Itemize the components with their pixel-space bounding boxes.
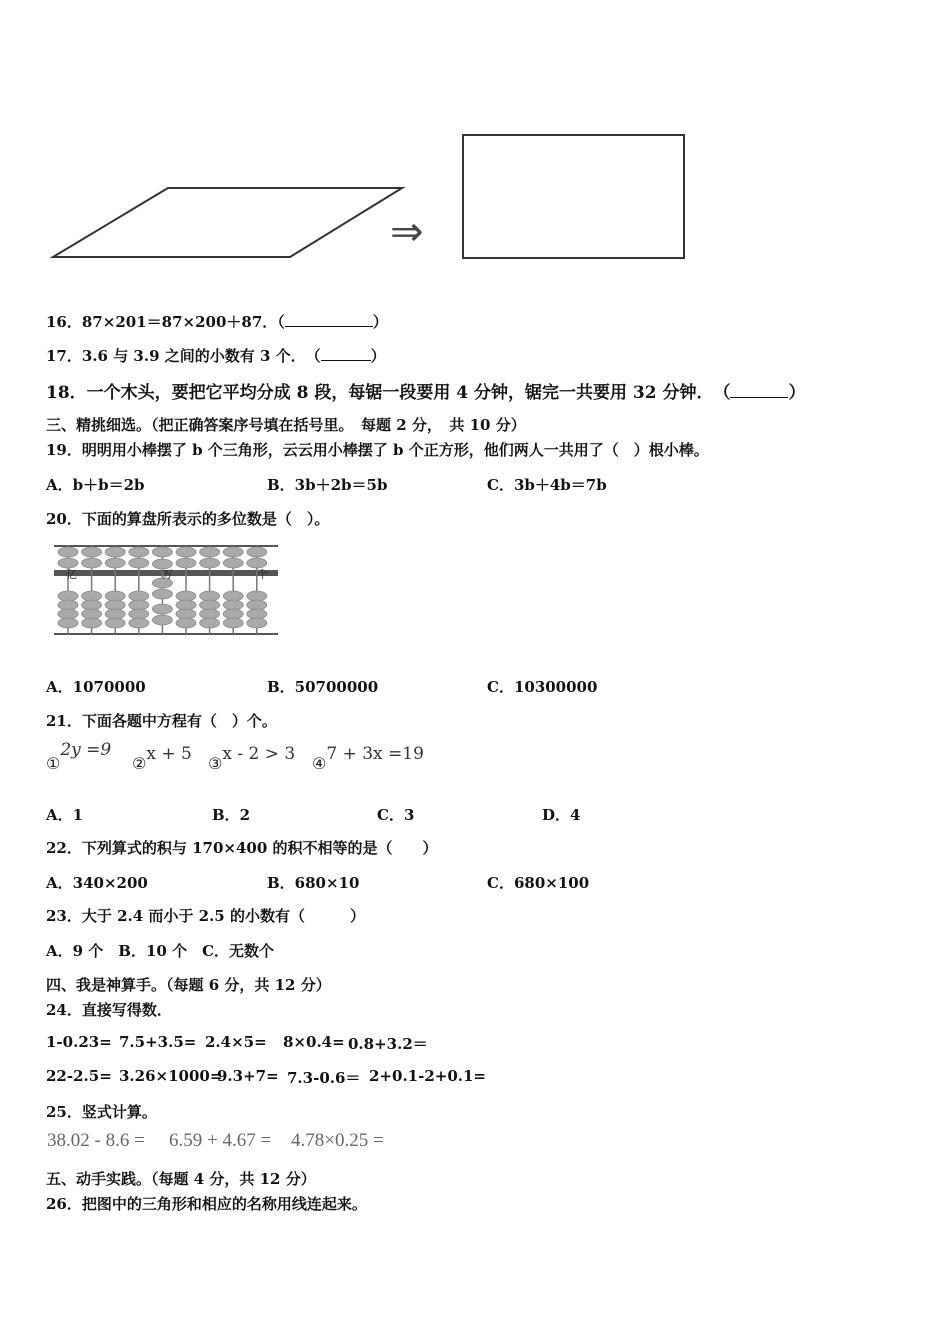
abacus-bead [105,591,125,601]
abacus-bead [223,618,243,628]
expression: x - 2 > 3 [222,744,296,764]
q20-option-b[interactable]: B．50700000 [267,678,379,696]
abacus-bead [82,558,102,568]
calc-item: 1-0.23= [46,1033,112,1051]
q19-option-b[interactable]: B．3b＋2b＝5b [267,476,388,494]
section-3-title: 三、精挑细选。（把正确答案序号填在括号里。 每题 2 分， 共 10 分） [46,416,526,434]
calc-item: 3.26×1000= [119,1067,223,1085]
question-22: 22．下列算式的积与 170×400 的积不相等的是（ ） [46,839,438,857]
q19-option-c[interactable]: C．3b＋4b＝7b [487,476,607,494]
abacus-bead [58,547,78,557]
abacus-bead [129,547,149,557]
calc-item: 9.3+7= [217,1067,279,1085]
calc-item: 7.5+3.5= [119,1033,197,1051]
q17-text: 17．3.6 与 3.9 之间的小数有 3 个． （ [46,347,321,365]
vertical-calc-3: 4.78×0.25 = [291,1130,384,1151]
q21-option-c[interactable]: C．3 [377,806,415,824]
abacus-bead [223,558,243,568]
calc-item: 22-2.5= [46,1067,112,1085]
question-17: 17．3.6 与 3.9 之间的小数有 3 个． （ ） [46,347,386,365]
question-23: 23．大于 2.4 而小于 2.5 的小数有（ ） [46,907,365,925]
abacus-bead [247,547,267,557]
abacus-bead [223,600,243,610]
abacus-bead [152,604,172,614]
calc-item: 7.3-0.6＝ [287,1069,361,1087]
q18-text: 18．一个木头，要把它平均分成 8 段，每锯一段要用 4 分钟，锯完一共要用 32 分钟． （ [46,383,731,403]
abacus-figure [52,543,280,637]
abacus-bead [247,600,267,610]
question-21: 21．下面各题中方程有（ ）个。 [46,712,277,730]
calc-item: 2.4×5= [205,1033,267,1051]
expression: 7 + 3x =19 [326,744,424,764]
abacus-bead [152,547,172,557]
abacus-bead [176,558,196,568]
abacus-bead [82,618,102,628]
abacus-bead [200,547,220,557]
q16-text: 16．87×201＝87×200＋87．（ [46,313,285,331]
q22-option-b[interactable]: B．680×10 [267,874,360,892]
abacus-bead [176,609,196,619]
q21-item-4: ④7 + 3x =19 [312,744,424,773]
abacus-bead [58,600,78,610]
abacus-bead [176,547,196,557]
abacus-bead [58,609,78,619]
abacus-bead [58,591,78,601]
q20-option-a[interactable]: A．1070000 [46,678,146,696]
vertical-calc-1: 38.02 - 8.6 = [47,1130,145,1151]
abacus-bead [152,615,172,625]
q20-option-c[interactable]: C．10300000 [487,678,598,696]
q21-option-d[interactable]: D．4 [542,806,581,824]
q19-option-a[interactable]: A．b＋b＝2b [46,476,145,494]
q21-item-1: ①2y =9 [46,740,112,773]
abacus-bead [200,591,220,601]
q22-option-a[interactable]: A．340×200 [46,874,148,892]
abacus-bead [247,591,267,601]
abacus-bead [176,591,196,601]
calc-item: 2+0.1-2+0.1= [369,1067,486,1085]
abacus-bead [105,558,125,568]
calc-item: 8×0.4= [283,1033,345,1051]
abacus-bead [223,591,243,601]
q22-option-c[interactable]: C．680×100 [487,874,590,892]
question-16: 16．87×201＝87×200＋87．（ ） [46,313,388,331]
question-20: 20．下面的算盘所表示的多位数是（ ）。 [46,510,330,528]
question-19: 19．明明用小棒摆了 b 个三角形，云云用小棒摆了 b 个正方形，他们两人一共用了（ ）根小棒。 [46,441,709,459]
abacus-bead [58,618,78,628]
abacus-bead [129,558,149,568]
abacus-bead [105,600,125,610]
answer-blank[interactable] [730,383,788,398]
answer-blank[interactable] [285,312,373,327]
expression: x + 5 [146,744,192,764]
question-26: 26．把图中的三角形和相应的名称用线连起来。 [46,1195,367,1213]
expression: 2y =9 [60,740,112,760]
q21-option-b[interactable]: B．2 [212,806,251,824]
parallelogram-figure [50,185,406,261]
abacus-label-ge: 个 [257,568,268,581]
q21-item-3: ③x - 2 > 3 [208,744,296,773]
abacus-bead [200,609,220,619]
abacus-bead [82,609,102,619]
section-4-title: 四、我是神算手。（每题 6 分，共 12 分） [46,976,331,994]
abacus-bead [129,609,149,619]
q23-options[interactable]: A．9 个 B．10 个 C．无数个 [46,942,275,960]
abacus-bead [223,609,243,619]
q21-option-a[interactable]: A．1 [46,806,84,824]
abacus-bead [82,591,102,601]
abacus-bead [82,600,102,610]
abacus-bead [200,618,220,628]
q21-item-2: ②x + 5 [132,744,192,773]
question-24: 24．直接写得数． [46,1001,172,1019]
abacus-bead [223,547,243,557]
abacus-bead [176,600,196,610]
abacus-bead [247,609,267,619]
rectangle-figure [461,133,687,261]
answer-blank[interactable] [321,346,371,361]
abacus-bead [82,547,102,557]
abacus-bead [176,618,196,628]
abacus-label-yi: 亿 [66,568,77,581]
abacus-bead [200,600,220,610]
question-18: 18．一个木头，要把它平均分成 8 段，每锯一段要用 4 分钟，锯完一共要用 32 分钟． （ ） [46,383,806,403]
abacus-bead [129,600,149,610]
abacus-label-wan: 万 [162,568,173,581]
abacus-bead [200,558,220,568]
transform-arrow: ⇒ [390,209,424,255]
section-5-title: 五、动手实践。（每题 4 分，共 12 分） [46,1170,316,1188]
abacus-bead [105,618,125,628]
abacus-bead [129,618,149,628]
calc-item: 0.8+3.2＝ [348,1035,428,1053]
abacus-bead [247,618,267,628]
vertical-calc-2: 6.59 + 4.67 = [169,1130,272,1151]
abacus-bead [152,589,172,599]
abacus-bead [129,591,149,601]
abacus-bead [105,609,125,619]
question-25: 25．竖式计算。 [46,1103,157,1121]
abacus-bead [105,547,125,557]
